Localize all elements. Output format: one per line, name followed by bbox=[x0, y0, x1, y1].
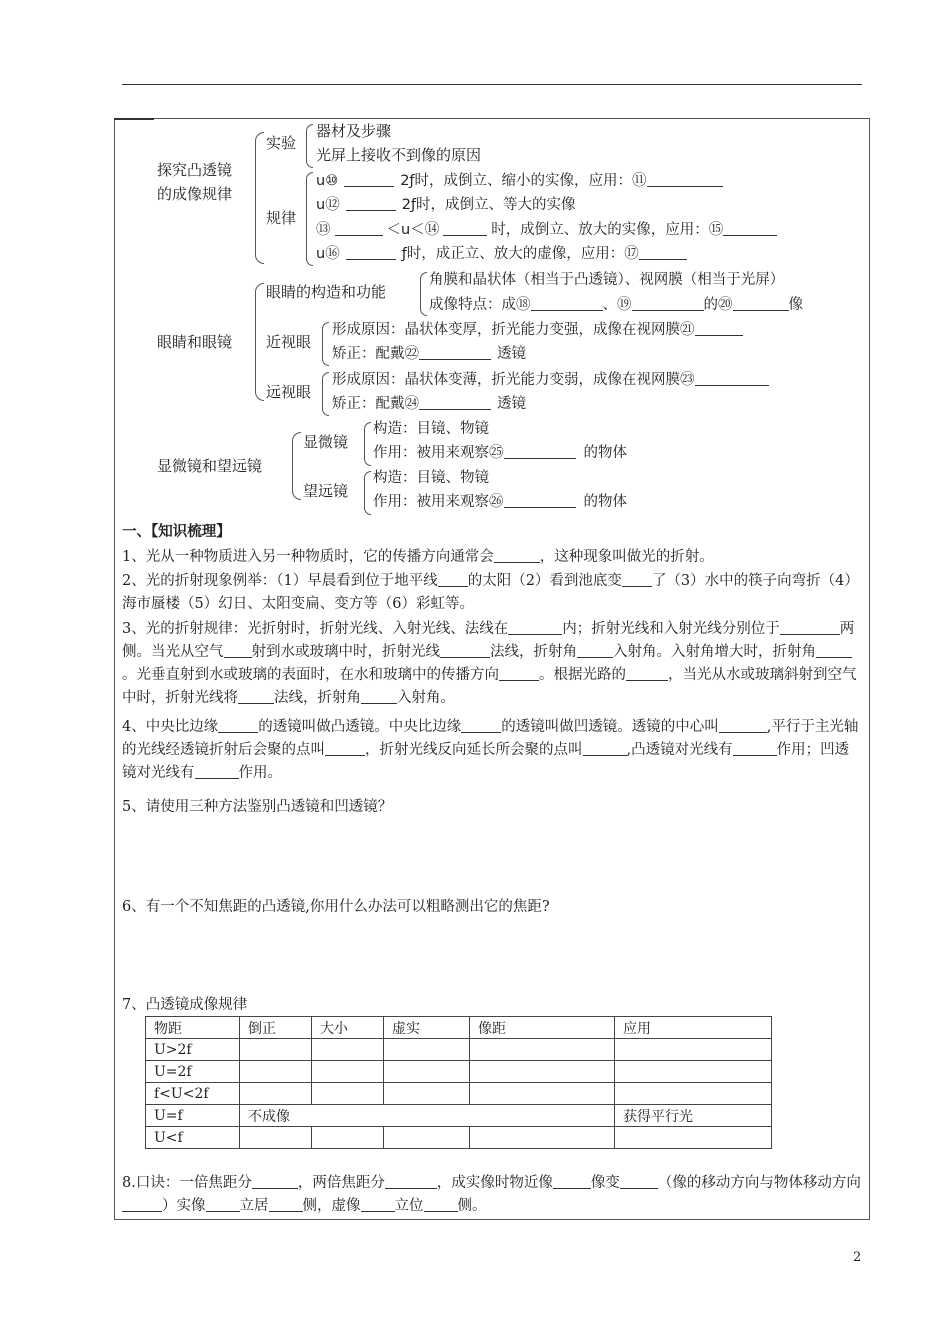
row-label: U>2f bbox=[146, 1039, 240, 1061]
table-header-row bbox=[146, 1017, 772, 1039]
answer-cell[interactable] bbox=[312, 1061, 384, 1083]
answer-cell[interactable] bbox=[312, 1127, 384, 1149]
row-label: U<f bbox=[146, 1127, 240, 1149]
eye-structure-brace bbox=[420, 272, 427, 316]
answer-cell[interactable] bbox=[615, 1127, 772, 1149]
telescope-brace bbox=[364, 471, 371, 515]
table-row bbox=[146, 1039, 772, 1061]
row-label: f<U<2f bbox=[146, 1083, 240, 1105]
rule-item-4: u⑯ ƒ时，成正立、放大的虚像，应用：⑰ bbox=[316, 244, 687, 264]
myopia-cause: 形成原因：晶状体变厚，折光能力变强，成像在视网膜㉑ bbox=[332, 320, 743, 340]
microscope-brace bbox=[364, 422, 371, 466]
answer-cell[interactable] bbox=[312, 1039, 384, 1061]
answer-cell[interactable] bbox=[470, 1083, 615, 1105]
answer-cell[interactable] bbox=[384, 1127, 470, 1149]
answer-cell[interactable] bbox=[470, 1039, 615, 1061]
group2-title: 眼睛和眼镜 bbox=[157, 333, 233, 351]
hyperopia-cause: 形成原因：晶状体变薄，折光能力变弱，成像在视网膜㉓ bbox=[332, 370, 769, 390]
answer-cell[interactable] bbox=[615, 1039, 772, 1061]
telescope-structure: 构造：目镜、物镜 bbox=[373, 470, 489, 486]
answer-cell[interactable] bbox=[240, 1039, 312, 1061]
question-1: 1、光从一种物质进入另一种物质时，它的传播方向通常会 ，这种现象叫做光的折射。 bbox=[122, 549, 714, 565]
group1-title-line1: 探究凸透镜 bbox=[157, 161, 233, 179]
lens-imaging-table bbox=[145, 1016, 772, 1149]
header-rule bbox=[122, 84, 862, 85]
experiment-label: 实验 bbox=[266, 134, 297, 152]
row-label: U=2f bbox=[146, 1061, 240, 1083]
experiment-item-1: 器材及步骤 bbox=[316, 122, 392, 140]
table-row bbox=[146, 1061, 772, 1083]
question-3: 3、光的折射规律：光折射时，折射光线、入射光线、法线在 内；折射光线和入射光线分别位于 两侧。当光从空气 射到水或玻璃中时，折射光线 法线，折射角 入射角。入射角增大时，折射角。光垂直射到水或玻璃的表面时，在水和玻璃中的传播方向 。根据光路的 ，当光从水或玻璃斜射到空气中时，折射光线将 法线，折射角 入射角。 bbox=[122, 621, 857, 706]
no-image-cell: 不成像 bbox=[240, 1105, 615, 1127]
header-real-virtual: 虚实 bbox=[384, 1017, 470, 1039]
table-row bbox=[146, 1105, 772, 1127]
rule-brace bbox=[306, 172, 313, 266]
table-row bbox=[146, 1127, 772, 1149]
table-row bbox=[146, 1083, 772, 1105]
experiment-brace bbox=[306, 124, 313, 168]
answer-cell[interactable] bbox=[240, 1083, 312, 1105]
group1-title-line2: 的成像规律 bbox=[157, 185, 233, 203]
eye-structure-item-1: 角膜和晶状体（相当于凸透镜）、视网膜（相当于光屏） bbox=[429, 272, 785, 288]
answer-cell[interactable] bbox=[384, 1083, 470, 1105]
myopia-correction: 矫正：配戴㉒ 透镜 bbox=[332, 346, 526, 362]
answer-cell[interactable] bbox=[384, 1061, 470, 1083]
hyperopia-label: 远视眼 bbox=[266, 383, 312, 401]
answer-cell[interactable] bbox=[470, 1061, 615, 1083]
question-4: 4、中央比边缘 的透镜叫做凸透镜。中央比边缘 的透镜叫做凹透镜。透镜的中心叫 ,平行于主光轴的光线经透镜折射后会聚的点叫 ，折射光线反向延长所会聚的点叫 ,凸透镜对光线有 作用；凹透镜对光线有 作用。 bbox=[122, 719, 859, 781]
hyperopia-brace bbox=[322, 372, 329, 416]
hyperopia-correction: 矫正：配戴㉔ 透镜 bbox=[332, 396, 526, 412]
answer-cell[interactable] bbox=[615, 1083, 772, 1105]
group2-brace bbox=[255, 283, 264, 401]
question-5: 5、请使用三种方法鉴别凸透镜和凹透镜？ bbox=[122, 799, 393, 815]
answer-cell[interactable] bbox=[240, 1061, 312, 1083]
header-orientation: 倒正 bbox=[240, 1017, 312, 1039]
myopia-brace bbox=[322, 322, 329, 366]
frame-corner-mark bbox=[114, 118, 154, 120]
answer-cell[interactable] bbox=[240, 1127, 312, 1149]
microscope-label: 显微镜 bbox=[303, 433, 349, 451]
header-application: 应用 bbox=[615, 1017, 772, 1039]
group1-brace bbox=[255, 132, 264, 264]
question-6: 6、有一个不知焦距的凸透镜,你用什么办法可以粗略测出它的焦距? bbox=[122, 899, 550, 915]
header-size: 大小 bbox=[312, 1017, 384, 1039]
rule-item-2: u⑫ 2ƒ时，成倒立、等大的实像 bbox=[316, 197, 576, 213]
group3-title: 显微镜和望远镜 bbox=[157, 457, 263, 475]
header-image-distance: 像距 bbox=[470, 1017, 615, 1039]
microscope-structure: 构造：目镜、物镜 bbox=[373, 421, 489, 437]
microscope-function: 作用：被用来观察㉕ 的物体 bbox=[373, 445, 627, 461]
answer-cell[interactable] bbox=[312, 1083, 384, 1105]
rule-label: 规律 bbox=[266, 209, 297, 227]
eye-structure-item-2: 成像特点：成⑱ 、⑲ 的⑳ 像 bbox=[429, 297, 803, 313]
question-8: 8.口诀：一倍焦距分 ，两倍焦距分 ，成实像时物近像 像变 （像的移动方向与物体移动方向）实像 立居 侧，虚像 立位 侧。 bbox=[122, 1175, 861, 1214]
section-title: 一、【知识梳理】 bbox=[122, 523, 231, 540]
answer-cell[interactable] bbox=[615, 1061, 772, 1083]
question-7: 7、凸透镜成像规律 bbox=[122, 997, 248, 1013]
application-cell: 获得平行光 bbox=[615, 1105, 772, 1127]
answer-cell[interactable] bbox=[384, 1039, 470, 1061]
telescope-label: 望远镜 bbox=[303, 482, 349, 500]
page-number: 2 bbox=[853, 1250, 862, 1265]
header-object-distance: 物距 bbox=[146, 1017, 240, 1039]
myopia-label: 近视眼 bbox=[266, 333, 312, 351]
answer-cell[interactable] bbox=[470, 1127, 615, 1149]
row-label: U=f bbox=[146, 1105, 240, 1127]
rule-item-1: u⑩ 2ƒ时，成倒立、缩小的实像，应用：⑪ bbox=[316, 171, 723, 191]
question-2: 2、光的折射现象例举：（1）早晨看到位于地平线 的太阳（2）看到池底变 了（3）水中的筷子向弯折（4）海市蜃楼（5）幻日、太阳变扁、变方等（6）彩虹等。 bbox=[122, 573, 859, 612]
telescope-function: 作用：被用来观察㉖ 的物体 bbox=[373, 494, 627, 510]
experiment-item-2: 光屏上接收不到像的原因 bbox=[316, 146, 482, 164]
group3-brace bbox=[292, 432, 301, 500]
eye-structure-label: 眼睛的构造和功能 bbox=[266, 283, 387, 301]
rule-item-3: ⑬ ＜u＜⑭ 时，成倒立、放大的实像，应用：⑮ bbox=[316, 220, 777, 240]
